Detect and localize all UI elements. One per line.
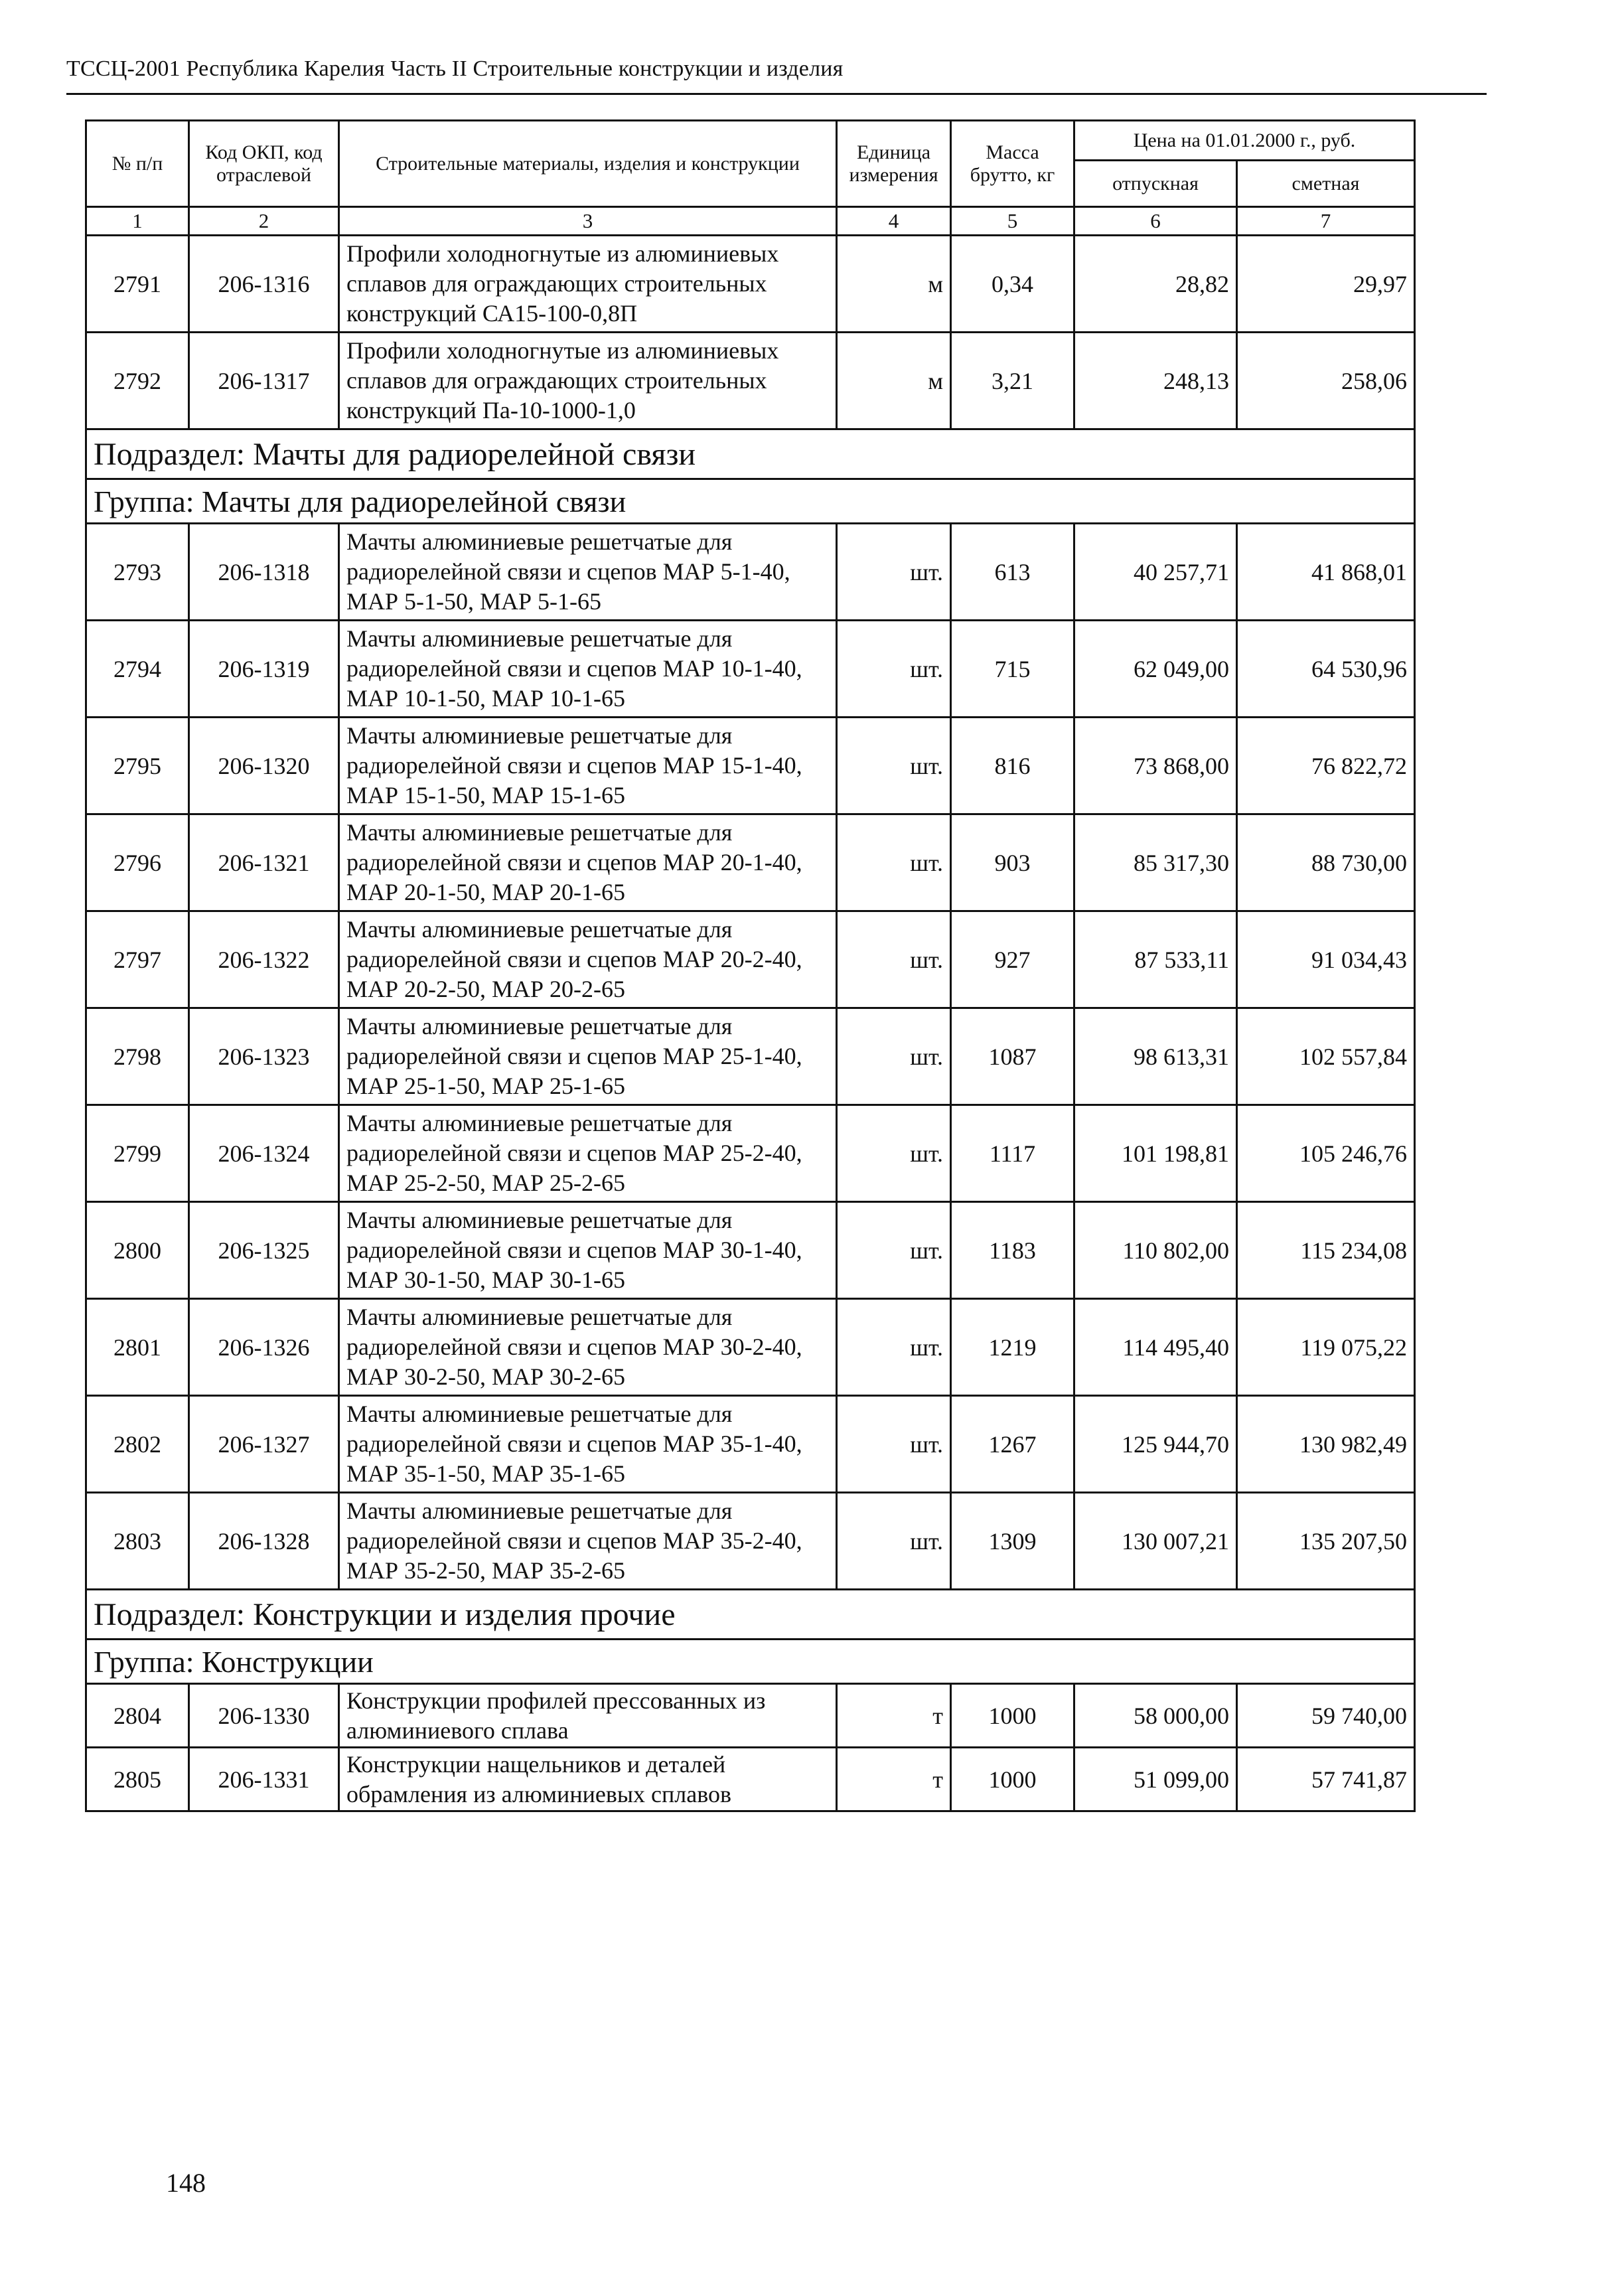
unit-of-measure: шт. [837, 1493, 951, 1590]
table-row [86, 718, 1415, 814]
okp-code: 206-1317 [189, 333, 339, 429]
estimate-price: 115 234,08 [1237, 1202, 1415, 1299]
okp-code: 206-1316 [189, 236, 339, 333]
header-code: Код ОКП, код отраслевой [189, 121, 339, 207]
unit-of-measure: шт. [837, 524, 951, 621]
table-row [86, 236, 1415, 333]
unit-of-measure: шт. [837, 1396, 951, 1493]
okp-code: 206-1328 [189, 1493, 339, 1590]
table-row [86, 1105, 1415, 1202]
column-number: 7 [1237, 207, 1415, 236]
gross-mass: 613 [951, 524, 1074, 621]
gross-mass: 715 [951, 621, 1074, 718]
column-number: 5 [951, 207, 1074, 236]
release-price: 130 007,21 [1074, 1493, 1237, 1590]
row-number: 2803 [86, 1493, 189, 1590]
column-number: 6 [1074, 207, 1237, 236]
table-row [86, 524, 1415, 621]
item-name: Мачты алюминиевые решетчатые для радиорелейной связи и сцепов МАР 30-2-40, МАР 30-2-50, МАР 30-2-65 [339, 1299, 837, 1396]
item-name: Мачты алюминиевые решетчатые для радиорелейной связи и сцепов МАР 35-2-40, МАР 35-2-50, МАР 35-2-65 [339, 1493, 837, 1590]
header-price-release: отпускная [1074, 161, 1237, 207]
gross-mass: 1267 [951, 1396, 1074, 1493]
okp-code: 206-1319 [189, 621, 339, 718]
table-row [86, 1684, 1415, 1748]
release-price: 51 099,00 [1074, 1748, 1237, 1811]
row-number: 2797 [86, 911, 189, 1008]
okp-code: 206-1320 [189, 718, 339, 814]
table-row [86, 333, 1415, 429]
okp-code: 206-1318 [189, 524, 339, 621]
estimate-price: 41 868,01 [1237, 524, 1415, 621]
column-number: 4 [837, 207, 951, 236]
row-number: 2794 [86, 621, 189, 718]
header-mass: Масса брутто, кг [951, 121, 1074, 207]
okp-code: 206-1322 [189, 911, 339, 1008]
release-price: 110 802,00 [1074, 1202, 1237, 1299]
item-name: Конструкции профилей прессованных из алюминиевого сплава [339, 1684, 837, 1748]
release-price: 58 000,00 [1074, 1684, 1237, 1748]
row-number: 2796 [86, 814, 189, 911]
estimate-price: 59 740,00 [1237, 1684, 1415, 1748]
unit-of-measure: т [837, 1684, 951, 1748]
estimate-price: 258,06 [1237, 333, 1415, 429]
release-price: 98 613,31 [1074, 1008, 1237, 1105]
column-number: 2 [189, 207, 339, 236]
column-number: 1 [86, 207, 189, 236]
okp-code: 206-1326 [189, 1299, 339, 1396]
rows-top [86, 236, 1415, 429]
table-row [86, 1748, 1415, 1811]
okp-code: 206-1325 [189, 1202, 339, 1299]
unit-of-measure: шт. [837, 1299, 951, 1396]
item-name: Мачты алюминиевые решетчатые для радиорелейной связи и сцепов МАР 35-1-40, МАР 35-1-50, МАР 35-1-65 [339, 1396, 837, 1493]
row-number: 2801 [86, 1299, 189, 1396]
table-row [86, 911, 1415, 1008]
table-row [86, 1202, 1415, 1299]
item-name: Профили холодногнутые из алюминиевых сплавов для ограждающих строительных конструкций Па-10-1000-1,0 [339, 333, 837, 429]
row-number: 2795 [86, 718, 189, 814]
unit-of-measure: шт. [837, 621, 951, 718]
row-number: 2791 [86, 236, 189, 333]
subsection-heading: Подраздел: Конструкции и изделия прочие [86, 1590, 1415, 1640]
estimate-price: 105 246,76 [1237, 1105, 1415, 1202]
header-name: Строительные материалы, изделия и конструкции [339, 121, 837, 207]
okp-code: 206-1323 [189, 1008, 339, 1105]
header-price-group: Цена на 01.01.2000 г., руб. [1074, 121, 1415, 161]
estimate-price: 119 075,22 [1237, 1299, 1415, 1396]
estimate-price: 91 034,43 [1237, 911, 1415, 1008]
item-name: Мачты алюминиевые решетчатые для радиорелейной связи и сцепов МАР 25-2-40, МАР 25-2-50, МАР 25-2-65 [339, 1105, 837, 1202]
row-number: 2802 [86, 1396, 189, 1493]
gross-mass: 3,21 [951, 333, 1074, 429]
unit-of-measure: шт. [837, 1008, 951, 1105]
unit-of-measure: м [837, 236, 951, 333]
okp-code: 206-1324 [189, 1105, 339, 1202]
row-number: 2798 [86, 1008, 189, 1105]
okp-code: 206-1327 [189, 1396, 339, 1493]
row-number: 2805 [86, 1748, 189, 1811]
header-unit: Единица измерения [837, 121, 951, 207]
gross-mass: 1219 [951, 1299, 1074, 1396]
okp-code: 206-1331 [189, 1748, 339, 1811]
column-number-row [86, 207, 1415, 236]
gross-mass: 1309 [951, 1493, 1074, 1590]
table-row [86, 1396, 1415, 1493]
page-number: 148 [166, 2168, 206, 2198]
release-price: 62 049,00 [1074, 621, 1237, 718]
release-price: 125 944,70 [1074, 1396, 1237, 1493]
okp-code: 206-1321 [189, 814, 339, 911]
item-name: Мачты алюминиевые решетчатые для радиорелейной связи и сцепов МАР 25-1-40, МАР 25-1-50, МАР 25-1-65 [339, 1008, 837, 1105]
group-heading: Группа: Мачты для радиорелейной связи [86, 479, 1415, 524]
header-no: № п/п [86, 121, 189, 207]
release-price: 114 495,40 [1074, 1299, 1237, 1396]
rows-other [86, 1684, 1415, 1811]
estimate-price: 130 982,49 [1237, 1396, 1415, 1493]
unit-of-measure: шт. [837, 718, 951, 814]
release-price: 40 257,71 [1074, 524, 1237, 621]
rows-masts [86, 524, 1415, 1590]
item-name: Мачты алюминиевые решетчатые для радиорелейной связи и сцепов МАР 5-1-40, МАР 5-1-50, МАР 5-1-65 [339, 524, 837, 621]
row-number: 2800 [86, 1202, 189, 1299]
table-row [86, 1008, 1415, 1105]
item-name: Профили холодногнутые из алюминиевых сплавов для ограждающих строительных конструкций СА15-100-0,8П [339, 236, 837, 333]
table-row [86, 621, 1415, 718]
row-number: 2792 [86, 333, 189, 429]
estimate-price: 57 741,87 [1237, 1748, 1415, 1811]
unit-of-measure: т [837, 1748, 951, 1811]
item-name: Мачты алюминиевые решетчатые для радиорелейной связи и сцепов МАР 20-1-40, МАР 20-1-50, МАР 20-1-65 [339, 814, 837, 911]
table-row [86, 1493, 1415, 1590]
release-price: 87 533,11 [1074, 911, 1237, 1008]
gross-mass: 903 [951, 814, 1074, 911]
row-number: 2793 [86, 524, 189, 621]
table-row [86, 814, 1415, 911]
gross-mass: 816 [951, 718, 1074, 814]
estimate-price: 135 207,50 [1237, 1493, 1415, 1590]
column-number: 3 [339, 207, 837, 236]
group-heading: Группа: Конструкции [86, 1640, 1415, 1684]
price-table [85, 119, 1416, 1812]
header-price-estimate: сметная [1237, 161, 1415, 207]
table-row [86, 1299, 1415, 1396]
unit-of-measure: м [837, 333, 951, 429]
release-price: 28,82 [1074, 236, 1237, 333]
unit-of-measure: шт. [837, 911, 951, 1008]
unit-of-measure: шт. [837, 814, 951, 911]
gross-mass: 1000 [951, 1748, 1074, 1811]
item-name: Мачты алюминиевые решетчатые для радиорелейной связи и сцепов МАР 10-1-40, МАР 10-1-50, МАР 10-1-65 [339, 621, 837, 718]
gross-mass: 1117 [951, 1105, 1074, 1202]
estimate-price: 102 557,84 [1237, 1008, 1415, 1105]
release-price: 85 317,30 [1074, 814, 1237, 911]
row-number: 2799 [86, 1105, 189, 1202]
estimate-price: 88 730,00 [1237, 814, 1415, 911]
unit-of-measure: шт. [837, 1202, 951, 1299]
gross-mass: 927 [951, 911, 1074, 1008]
gross-mass: 0,34 [951, 236, 1074, 333]
release-price: 73 868,00 [1074, 718, 1237, 814]
estimate-price: 76 822,72 [1237, 718, 1415, 814]
release-price: 101 198,81 [1074, 1105, 1237, 1202]
estimate-price: 64 530,96 [1237, 621, 1415, 718]
gross-mass: 1183 [951, 1202, 1074, 1299]
estimate-price: 29,97 [1237, 236, 1415, 333]
item-name: Мачты алюминиевые решетчатые для радиорелейной связи и сцепов МАР 30-1-40, МАР 30-1-50, МАР 30-1-65 [339, 1202, 837, 1299]
unit-of-measure: шт. [837, 1105, 951, 1202]
row-number: 2804 [86, 1684, 189, 1748]
item-name: Мачты алюминиевые решетчатые для радиорелейной связи и сцепов МАР 15-1-40, МАР 15-1-50, МАР 15-1-65 [339, 718, 837, 814]
gross-mass: 1000 [951, 1684, 1074, 1748]
item-name: Мачты алюминиевые решетчатые для радиорелейной связи и сцепов МАР 20-2-40, МАР 20-2-50, МАР 20-2-65 [339, 911, 837, 1008]
header-rule [66, 93, 1487, 95]
item-name: Конструкции нащельников и деталей обрамления из алюминиевых сплавов [339, 1748, 837, 1811]
running-header: ТССЦ-2001 Республика Карелия Часть II Строительные конструкции и изделия [66, 56, 844, 81]
subsection-heading: Подраздел: Мачты для радиорелейной связи [86, 429, 1415, 479]
release-price: 248,13 [1074, 333, 1237, 429]
gross-mass: 1087 [951, 1008, 1074, 1105]
okp-code: 206-1330 [189, 1684, 339, 1748]
